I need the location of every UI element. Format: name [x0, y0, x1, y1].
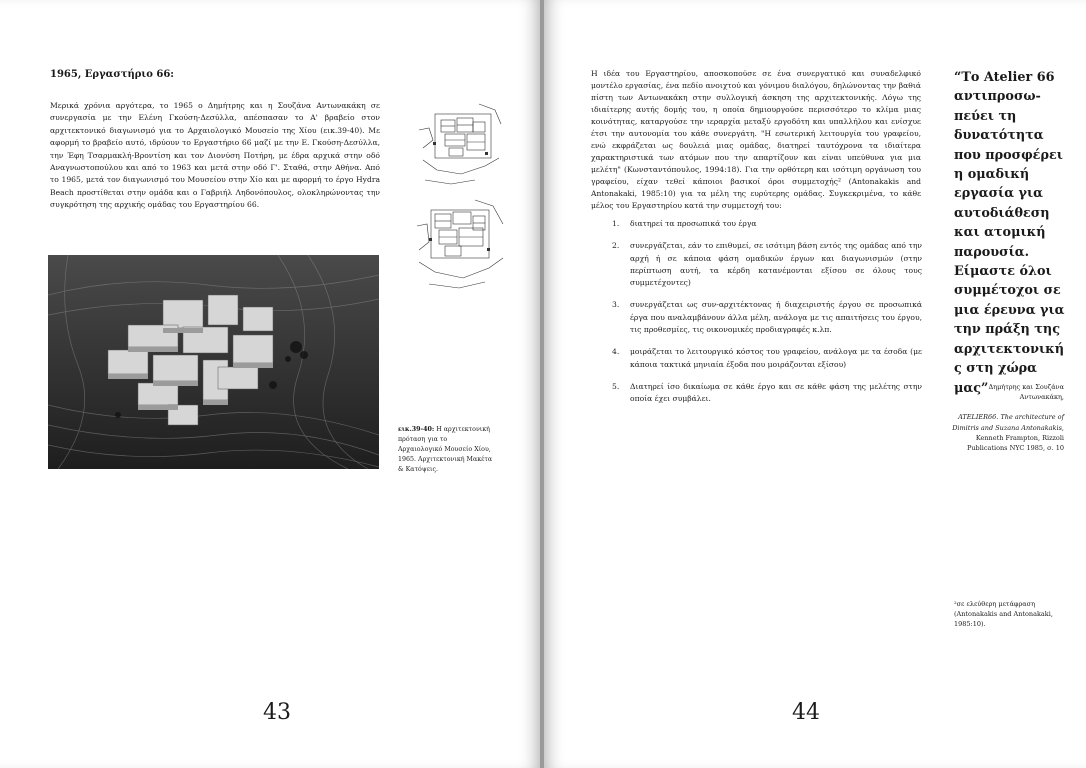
right-body-text: Η ιδέα του Εργαστηρίου, αποσκοπούσε σε ένα συνεργατικό και συναδελφικό μοντέλο εργασίας, ένα πεδίο ανοιχτού και γόνιμου διαλόγου, δηλώνοντας την βαθιά πίστη των Αντωνακάκη στην συλλογική άσκηση της αρχιτεκτονικής. Λόγω της ιδιαίτερης αυτής δομής του, η οποία δημιουργούσε περισσότερο το κλίμα μιας κοινότητας, καταργούσε την ιεραρχία μεταξύ εργοδότη και υπαλλήλου και ενίσχυε έτσι την αυτονομία του κάθε συνεργάτη. "Η εσωτερική λειτουργία του γραφείου, ενώ εκφράζεται ως δουλειά μιας ομάδας, διατηρεί ταυτόχρονα τα ιδιαίτερα χαρακτηριστικά των ατόμων που την απαρτίζουν και είναι υπεύθυνα για μια μελέτη" (Κωνσταντόπουλος, 1994:18). Για την ορθότερη και ισότιμη οργάνωση του γραφείου, είχαν τεθεί κάποιοι βασικοί όροι συμμετοχής² (Antonakakis and Antonakaki, 1985:10) για τα μέλη της ευρύτερης ομάδας. Συγκεκριμένα, το κάθε μέλος του Εργαστηρίου κατά την συμμετοχή του:: [591, 69, 921, 210]
membership-terms-list: [612, 218, 922, 416]
footnote: ²σε ελεύθερη μετάφραση (Antonakakis and Antonakaki, 1985:10).: [954, 600, 1053, 628]
list-item: [612, 381, 922, 406]
pull-quote: “Το Atelier 66 αντιπροσω-πεύει τη δυνατότητα που προσφέρει η ομαδική εργασία για αυτοδιάθεση και ατομική παρουσία. Είμαστε όλοι συμμέτοχοι σε μια έρευνα για την πράξη της αρχιτεκτονική ς στη χώρα μας”: [954, 70, 1065, 396]
list-item: [612, 240, 922, 289]
attribution-title: ATELIER66. The architecture of Dimitris and Suzana Antonakakis: [952, 413, 1064, 432]
list-number: 4.: [612, 347, 620, 357]
page-number-right: 44: [792, 700, 820, 725]
list-item: [612, 346, 922, 371]
quote-attribution: [944, 382, 1064, 453]
list-item: [612, 299, 922, 336]
list-item-text: Διατηρεί ίσο δικαίωμα σε κάθε έργο και σε κάθε φάση της μελέτης στην οποία έχει συμβάλει.: [630, 381, 922, 404]
page-number-left: 43: [263, 700, 291, 725]
floor-plan-drawing-lower: [415, 198, 507, 290]
figure-caption: [398, 425, 493, 475]
left-body-text: Μερικά χρόνια αργότερα, το 1965 ο Δημήτρης και η Σουζάνα Αντωνακάκη σε συνεργασία με την Ελένη Γκούση-Δεσύλλα, απέσπασαν το Α' βραβείο στον αρχιτεκτονικό διαγωνισμό για το Αρχαιολογικό Μουσείο της Χίου (εικ.39-40). Με αφορμή το βραβείο αυτό, ιδρύουν το Εργαστήριο 66 μαζί με την Ε. Γκούση-Δεσύλλα, την Έφη Τσαρμακλή-Βροντίση και τον Διονύση Ποτήρη, με έδρα αρχικά στην οδό Αναγνωστοπούλου και από το 1963 και μετά στην οδό Γ'. Σταθά, στην Αθήνα. Από το 1965, μετά τον διαγωνισμό του Μουσείου στην Χίο και με αφορμή το έργο Hydra Beach προστίθεται στην ομάδα και ο Γαβριήλ Ληδονόπουλος, ολοκληρώνοντας την συγκρότηση της αρχικής ομάδας του Εργαστηρίου 66.: [50, 101, 380, 210]
caption-text: Η αρχιτεκτονική πρόταση για το Αρχαιολογικό Μουσείο Χίου, 1965. Αρχιτεκτονική Μακέτα & Κατόψεις.: [398, 426, 493, 473]
list-number: 2.: [612, 241, 620, 251]
list-number: 5.: [612, 381, 620, 391]
caption-label: εικ.39-40:: [398, 426, 435, 433]
attribution-author: Δημήτρης και Σουζάνα Αντωνακάκη,: [988, 383, 1064, 402]
list-item-text: συνεργάζεται ως συν-αρχιτέκτονας ή διαχειριστής έργου σε προσωπικά έργα που αναλαμβάνουν άλλα μέλη, ανάλογα με τις απαιτήσεις του έργου, τις προθεσμίες, τις οικονομικές προδιαγραφές κ.λπ.: [630, 300, 922, 335]
left-page: [0, 0, 540, 768]
list-number: 1.: [612, 219, 620, 228]
list-number: 3.: [612, 300, 620, 310]
list-item-text: συνεργάζεται, εάν το επιθυμεί, σε ισότιμη βάση εντός της ομάδας από την αρχή ή σε κάποια φάση ομαδικών έργων και διαγωνισμών (στην περίπτωση αυτή, τα κέρδη κατανέμονται εξίσου σε όλους τους συμμετέχοντες): [630, 241, 922, 288]
list-item-text: διατηρεί τα προσωπικά του έργα: [630, 219, 757, 228]
list-item: [612, 218, 922, 230]
floor-plan-drawing-upper: [415, 100, 505, 188]
right-page: [544, 0, 1086, 768]
attribution-source: , Kenneth Frampton, Rizzoli Publications NYC 1985, σ. 10: [966, 423, 1064, 453]
list-item-text: μοιράζεται το λειτουργικό κόστος του γραφείου, ανάλογα με τα έσοδα (με κάποια τακτικά μηνιαία έξοδα που μοιράζονται εξίσου): [630, 347, 922, 369]
section-heading: 1965, Εργαστήριο 66:: [50, 69, 174, 80]
architectural-model-photo: [48, 255, 379, 469]
